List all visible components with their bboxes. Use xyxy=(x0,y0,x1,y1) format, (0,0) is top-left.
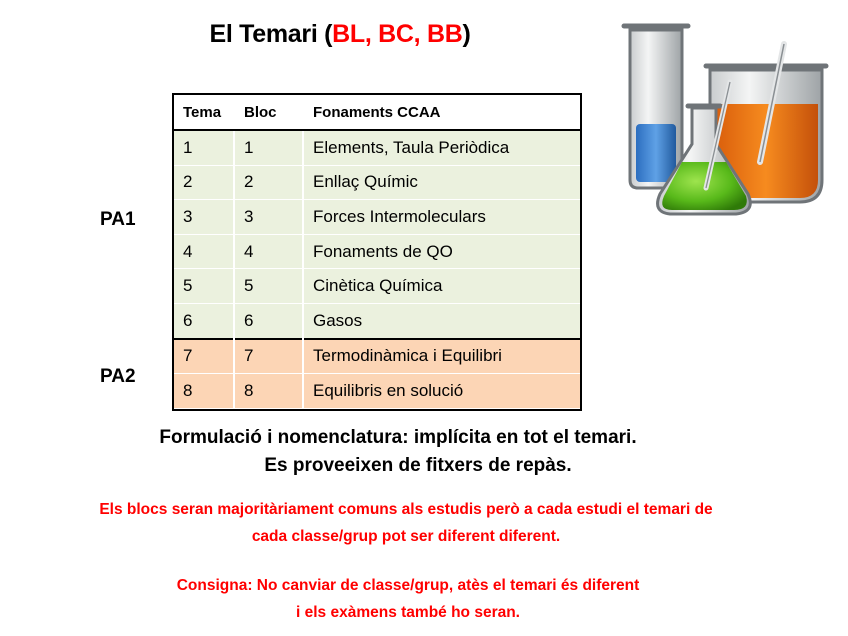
lab-glassware-icon xyxy=(612,12,838,232)
cell-name: Gasos xyxy=(303,303,580,338)
cell-tema: 2 xyxy=(174,165,234,200)
table-row xyxy=(174,303,580,338)
cell-tema: 3 xyxy=(174,200,234,235)
cell-tema: 5 xyxy=(174,269,234,304)
cell-bloc: 6 xyxy=(234,303,303,338)
cell-name: Equilibris en solució xyxy=(303,374,580,409)
instruction-line-2: i els exàmens també ho seran. xyxy=(296,604,520,621)
cell-name: Termodinàmica i Equilibri xyxy=(303,339,580,374)
group-label-pa1: PA1 xyxy=(100,209,136,230)
cell-tema: 7 xyxy=(174,339,234,374)
cell-name: Elements, Taula Periòdica xyxy=(303,130,580,165)
cell-bloc: 5 xyxy=(234,269,303,304)
table-row xyxy=(174,269,580,304)
cell-name: Fonaments de QO xyxy=(303,234,580,269)
title-prefix: El Temari ( xyxy=(209,20,333,48)
page-title xyxy=(0,20,680,49)
cell-name: Cinètica Química xyxy=(303,269,580,304)
instruction-note xyxy=(0,572,816,626)
table-header-row xyxy=(174,95,580,130)
title-suffix: ) xyxy=(462,20,471,48)
cell-bloc: 7 xyxy=(234,339,303,374)
table-row xyxy=(174,374,580,409)
cell-tema: 6 xyxy=(174,303,234,338)
cell-bloc: 3 xyxy=(234,200,303,235)
title-highlight: BL, BC, BB xyxy=(332,20,463,48)
cell-name: Enllaç Químic xyxy=(303,165,580,200)
table-row xyxy=(174,200,580,235)
syllabus-table xyxy=(174,95,580,409)
formulation-line-2: Es proveeixen de fitxers de repàs. xyxy=(264,455,572,476)
header-tema: Tema xyxy=(174,95,234,130)
cell-tema: 8 xyxy=(174,374,234,409)
cell-tema: 1 xyxy=(174,130,234,165)
blocks-note-line-1: Els blocs seran majoritàriament comuns als estudis però a cada estudi el temari de xyxy=(99,501,713,518)
blocks-note-line-2: cada classe/grup pot ser diferent diferent. xyxy=(251,528,561,545)
table-row xyxy=(174,130,580,165)
table-row xyxy=(174,339,580,374)
cell-name: Forces Intermoleculars xyxy=(303,200,580,235)
group-label-pa2: PA2 xyxy=(100,366,136,387)
cell-bloc: 4 xyxy=(234,234,303,269)
table-row xyxy=(174,165,580,200)
cell-bloc: 2 xyxy=(234,165,303,200)
instruction-line-1: Consigna: No canviar de classe/grup, atès el temari és diferent xyxy=(176,577,640,594)
cell-bloc: 8 xyxy=(234,374,303,409)
header-bloc: Bloc xyxy=(234,95,303,130)
header-fonaments: Fonaments CCAA xyxy=(303,95,580,130)
table-row xyxy=(174,234,580,269)
formulation-line-1: Formulació i nomenclatura: implícita en tot el temari. xyxy=(159,427,637,448)
cell-bloc: 1 xyxy=(234,130,303,165)
cell-tema: 4 xyxy=(174,234,234,269)
blocks-note xyxy=(0,496,812,550)
